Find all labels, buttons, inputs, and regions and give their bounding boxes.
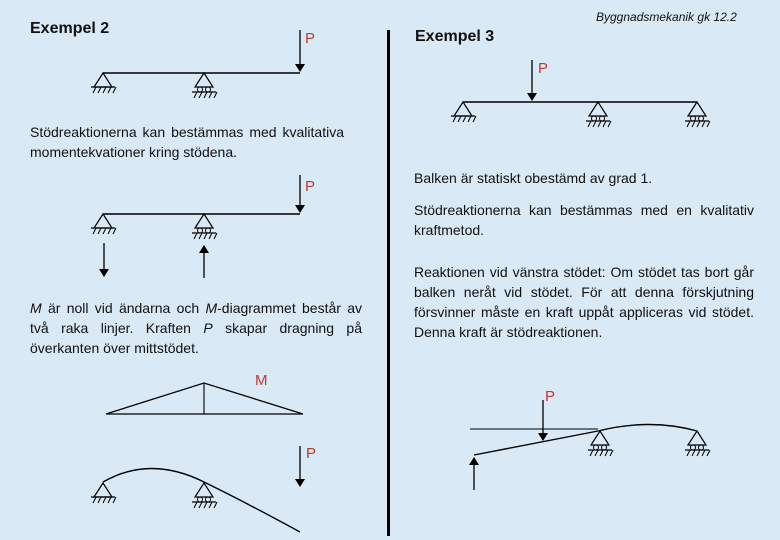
released-beam [470,400,710,490]
example-3-paragraph-2: Stödreaktionerna kan bestämmas med en kvalitativ kraftmetod. [414,202,754,238]
roller-support [192,73,217,98]
para-text: är noll vid ändarna och [41,300,206,316]
roller-support [192,214,217,239]
roller-support [588,431,613,456]
pin-support [91,214,116,234]
load-label: P [305,30,316,47]
roller-support [685,102,710,127]
beam-figure-2 [91,175,300,278]
example-2-title: Exempel 2 [30,20,110,37]
pin-support [451,102,476,122]
course-header: Byggnadsmekanik gk 12.2 [596,10,737,24]
pin-support [91,483,116,503]
para-text: -diagrammet består av två raka linjer. Kraften [30,300,362,336]
force-symbol: P [203,320,213,336]
moment-symbol: M [205,300,218,316]
roller-support [586,102,611,127]
load-label: P [305,178,316,195]
beam-figure-1 [91,30,300,98]
load-label: P [538,60,549,77]
moment-label: M [255,372,268,389]
moment-symbol: M [30,300,42,316]
example-3-paragraph-3: Reaktionen vid vänstra stödet: Om stödet tas bort går balken neråt vid stödet. För att denna förskjutning försvinner måste en kraft uppåt appliceras vid stödet. Denna kraft är stödreaktionen. [414,264,754,340]
moment-diagram [106,383,303,414]
continuous-beam [451,60,710,127]
load-label: P [306,445,317,462]
deflected-shape-left [91,446,300,532]
para-text: skapar dragning på överkanten över mittstödet. [30,320,362,356]
example-3-title: Exempel 3 [415,28,495,45]
load-label: P [545,388,556,405]
example-2-paragraph-1: Stödreaktionerna kan bestämmas med kvalitativa momentekvationer kring stödena. [30,124,344,160]
pin-support [91,73,116,93]
roller-support [685,431,710,456]
deflection-curve [103,469,300,533]
example-3-paragraph-1: Balken är statiskt obestämd av grad 1. [414,170,653,186]
